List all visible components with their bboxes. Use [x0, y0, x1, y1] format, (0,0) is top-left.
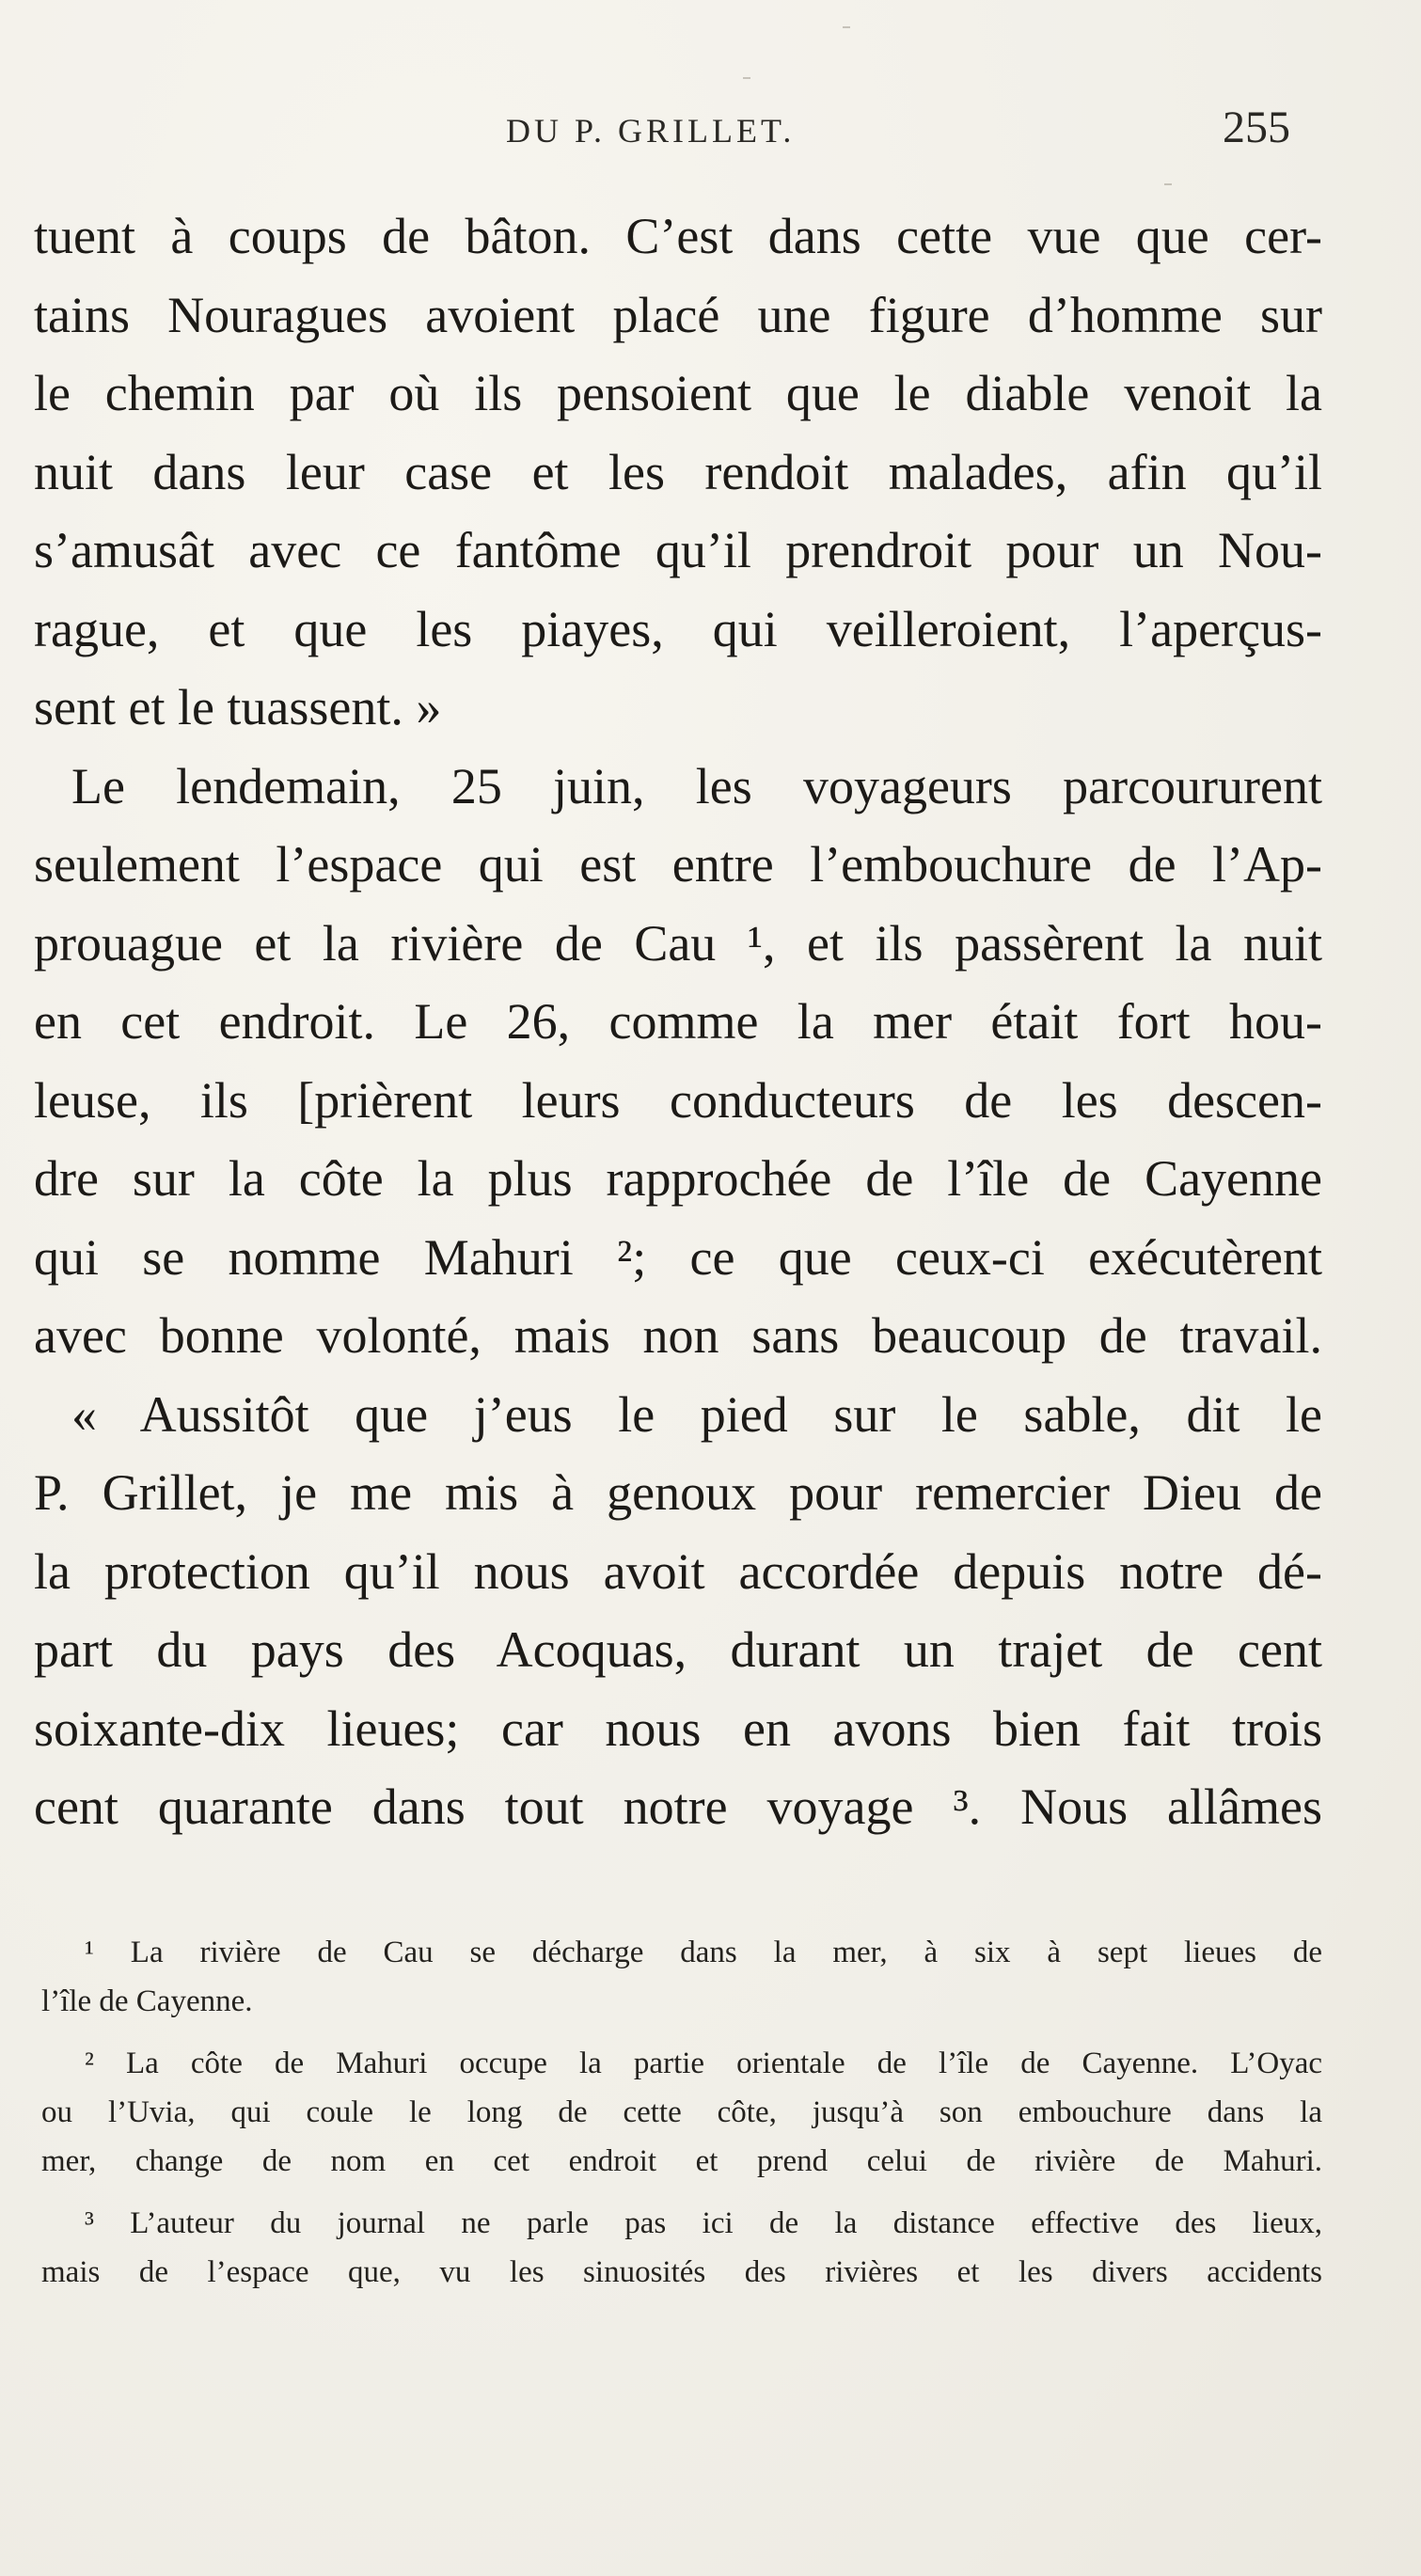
text-line: nuit dans leur case et les rendoit malades, afin qu’il — [34, 443, 1322, 500]
text-line: qui se nomme Mahuri ²; ce que ceux-ci exécutèrent — [34, 1228, 1322, 1286]
text-line: en cet endroit. Le 26, comme la mer était fort hou- — [34, 993, 1322, 1050]
text-line: sent et le tuassent. » — [34, 679, 442, 735]
text-line: P. Grillet, je me mis à genoux pour remercier Dieu de — [34, 1464, 1322, 1521]
text-line: tains Nouragues avoient placé une figure d’homme sur — [34, 286, 1322, 343]
text-line: s’amusât avec ce fantôme qu’il prendroit pour un Nou- — [34, 522, 1322, 578]
footnotes — [41, 1928, 1322, 2297]
footnote-line: mer, change de nom en cet endroit et prend celui de rivière de Mahuri. — [41, 2144, 1322, 2178]
running-title: DU P. GRILLET. — [506, 112, 796, 150]
paper-speck — [843, 26, 850, 28]
footnote-line: ou l’Uvia, qui coule le long de cette côte, jusqu’à son embouchure dans la — [41, 2095, 1322, 2129]
text-line: cent quarante dans tout notre voyage ³. Nous allâmes — [34, 1778, 1322, 1835]
text-line: avec bonne volonté, mais non sans beaucoup de travail. — [34, 1307, 1322, 1364]
paper-speck — [743, 77, 750, 79]
text-line: dre sur la côte la plus rapprochée de l’île de Cayenne — [34, 1150, 1322, 1207]
text-line: tuent à coups de bâton. C’est dans cette vue que cer- — [34, 208, 1322, 264]
text-line: la protection qu’il nous avoit accordée depuis notre dé- — [34, 1542, 1322, 1600]
footnote-line: l’île de Cayenne. — [41, 1984, 253, 2018]
footnote-line: ¹ La rivière de Cau se décharge dans la mer, à six à sept lieues de — [85, 1936, 1322, 1969]
paper-speck — [1164, 183, 1172, 185]
footnote-line: ³ L’auteur du journal ne parle pas ici de la distance effective des lieux, — [85, 2206, 1322, 2240]
text-line: soixante-dix lieues; car nous en avons bien fait trois — [34, 1699, 1322, 1757]
main-text — [34, 198, 1322, 1847]
text-line: seulement l’espace qui est entre l’embouchure de l’Ap- — [34, 836, 1322, 893]
text-line: part du pays des Acoquas, durant un trajet de cent — [34, 1621, 1322, 1678]
text-line: leuse, ils [prièrent leurs conducteurs de les descen- — [34, 1071, 1322, 1129]
text-line: prouague et la rivière de Cau ¹, et ils passèrent la nuit — [34, 914, 1322, 972]
footnote-line: ² La côte de Mahuri occupe la partie orientale de l’île de Cayenne. L’Oyac — [85, 2047, 1322, 2080]
text-line: rague, et que les piayes, qui veilleroient, l’aperçus- — [34, 600, 1322, 657]
text-line: le chemin par où ils pensoient que le diable venoit la — [34, 365, 1322, 421]
text-line: « Aussitôt que j’eus le pied sur le sable, dit le — [71, 1385, 1322, 1443]
text-line: Le lendemain, 25 juin, les voyageurs parcoururent — [71, 757, 1322, 814]
page-number: 255 — [1223, 103, 1290, 152]
footnote-line: mais de l’espace que, vu les sinuosités des rivières et les divers accidents — [41, 2255, 1322, 2289]
